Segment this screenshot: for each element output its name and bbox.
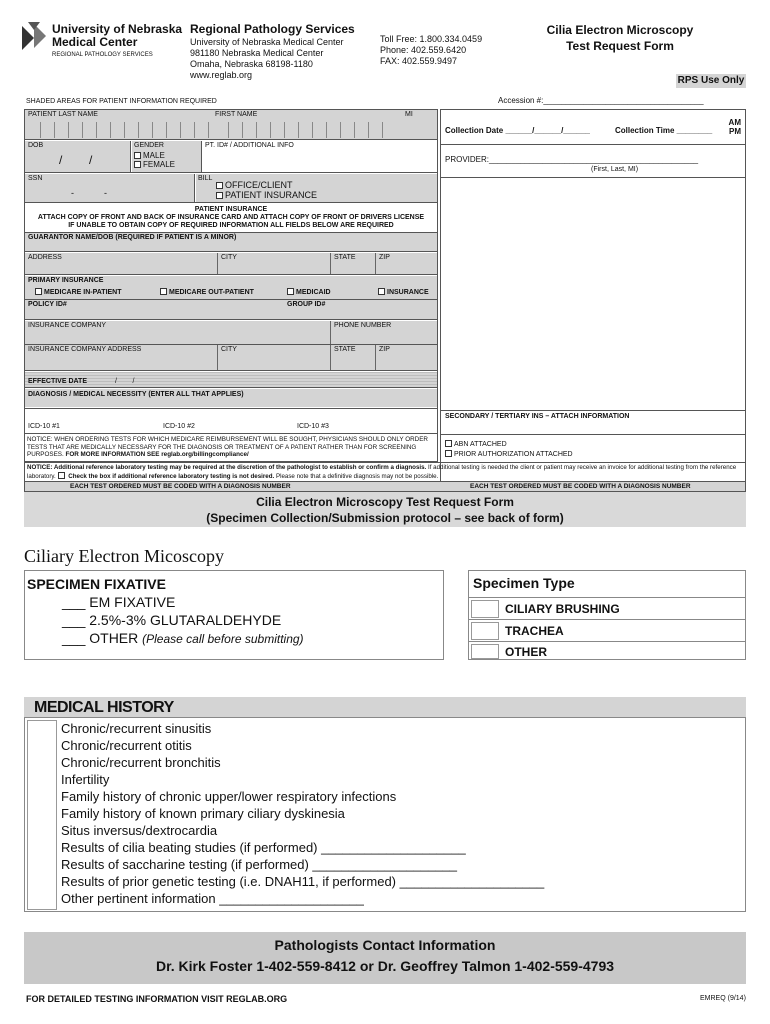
medicare-notice — [24, 434, 438, 462]
history-item[interactable]: Chronic/recurrent bronchitis — [61, 755, 221, 770]
gender-label: GENDER — [134, 142, 164, 149]
coded-bar — [24, 482, 746, 492]
abn-checkbox[interactable] — [445, 440, 452, 447]
abn-label: ABN ATTACHED — [454, 441, 507, 448]
notice2-tail: Please note that a definitive diagnosis may not be possible. — [275, 473, 439, 480]
provider-sub: (First, Last, MI) — [591, 166, 639, 173]
insurance-title: PATIENT INSURANCE — [194, 206, 268, 213]
fixative-glut[interactable]: ___ 2.5%-3% GLUTARALDEHYDE — [62, 612, 282, 628]
icd-3[interactable]: ICD-10 #3 — [297, 423, 329, 430]
banner-line-2: (Specimen Collection/Submission protocol – see back of form) — [206, 511, 564, 525]
collection-block — [440, 109, 746, 482]
insurance-attach-2: IF UNABLE TO OBTAIN COPY OF REQUIRED INFORMATION ALL FIELDS BELOW ARE REQUIRED — [68, 222, 394, 229]
pm-label: PM — [729, 127, 741, 136]
primary-row — [25, 276, 437, 300]
diagnosis-label: DIAGNOSIS / MEDICAL NECESSITY (ENTER ALL THAT APPLIES) — [28, 391, 244, 398]
footer-right: EMREQ (9/14) — [700, 995, 746, 1002]
history-checkbox-column — [27, 720, 57, 910]
divider — [375, 253, 376, 274]
ins-company-label: INSURANCE COMPANY — [28, 322, 107, 329]
notice-text: NOTICE: WHEN ORDERING TESTS FOR WHICH MEDICARE REIMBURSEMENT WILL BE SOUGHT, PHYSICIANS SHOULD ONLY ORDER TESTS THAT ARE MEDICALLY NECESSARY FOR THE DIAGNOSIS OR TREATMENT OF A PATIENT RATHER THAN FOR SCREENING PURPOSES. — [27, 436, 428, 458]
office-client-label: OFFICE/CLIENT — [225, 180, 293, 190]
accession-field[interactable]: Accession #:____________________________________ — [498, 96, 704, 105]
contact-box — [24, 932, 746, 984]
contact-block — [380, 34, 510, 67]
prior-auth[interactable] — [445, 450, 573, 459]
specimen-checkbox[interactable] — [471, 622, 499, 640]
prior-auth-label: PRIOR AUTHORIZATION ATTACHED — [454, 451, 573, 458]
ins-zip-label: ZIP — [379, 346, 390, 353]
diagnosis-row — [25, 389, 437, 407]
female-checkbox[interactable] — [134, 161, 141, 168]
ssn-dashes: - - — [71, 188, 107, 198]
ciliary-heading: Ciliary Electron Micoscopy — [24, 546, 224, 566]
unmc-logo — [20, 22, 183, 62]
fixative-box — [24, 570, 444, 660]
icd-1[interactable]: ICD-10 #1 — [28, 423, 60, 430]
medicaid-label: MEDICAID — [296, 289, 331, 296]
effective-slashes: / / — [115, 378, 135, 385]
primary-label: PRIMARY INSURANCE — [28, 277, 104, 284]
history-item[interactable]: Family history of chronic upper/lower respiratory infections — [61, 789, 397, 804]
bill-label: BILL — [198, 175, 213, 182]
history-item[interactable]: Situs inversus/dextrocardia — [61, 823, 218, 838]
ssn-row — [25, 174, 437, 202]
pt-id-cell[interactable] — [203, 141, 437, 172]
insurance-option[interactable] — [378, 288, 429, 297]
effective-date-label: EFFECTIVE DATE — [28, 378, 87, 385]
guarantor-label: GUARANTOR NAME/DOB (REQUIRED IF PATIENT IS A MINOR) — [28, 234, 237, 241]
notice-link: FOR MORE INFORMATION SEE reglab.org/billingcompliance/ — [65, 451, 249, 458]
dob-cell[interactable] — [25, 141, 131, 172]
ssn-cell[interactable] — [25, 174, 195, 202]
patient-insurance-label: PATIENT INSURANCE — [225, 190, 318, 200]
medicare-in[interactable] — [35, 288, 122, 297]
form-title-line-1: Cilia Electron Microscopy — [546, 23, 694, 37]
specimen-checkbox[interactable] — [471, 644, 499, 659]
ins-city-label: CITY — [221, 346, 237, 353]
org-line: 981180 Nebraska Medical Center — [190, 48, 324, 58]
org-title: Regional Pathology Services — [190, 22, 355, 36]
ins-address-label: INSURANCE COMPANY ADDRESS — [28, 346, 142, 353]
female-label: FEMALE — [143, 160, 176, 169]
banner-line-1: Cilia Electron Microscopy Test Request Form — [256, 495, 514, 509]
phone-label: PHONE NUMBER — [334, 322, 392, 329]
history-item[interactable]: Family history of known primary ciliary dyskinesia — [61, 806, 345, 821]
male-checkbox[interactable] — [134, 152, 141, 159]
medical-history-title: MEDICAL HISTORY — [34, 699, 174, 716]
fixative-other-label: ___ OTHER — [62, 630, 139, 646]
bill-patient-insurance[interactable] — [216, 190, 317, 201]
phone: Phone: 402.559.6420 — [380, 45, 467, 55]
divider — [217, 253, 218, 274]
effective-row — [25, 372, 437, 388]
ins-address-row — [25, 345, 437, 371]
ins-state-label: STATE — [334, 346, 356, 353]
org-line: www.reglab.org — [190, 70, 253, 80]
toll-free: Toll Free: 1.800.334.0459 — [380, 34, 483, 44]
zip-label: ZIP — [379, 254, 390, 261]
medicare-in-label: MEDICARE IN-PATIENT — [44, 289, 122, 296]
coded-left: EACH TEST ORDERED MUST BE CODED WITH A DIAGNOSIS NUMBER — [70, 483, 291, 490]
dob-row — [25, 141, 437, 173]
icd-2[interactable]: ICD-10 #2 — [163, 423, 195, 430]
logo-sub: REGIONAL PATHOLOGY SERVICES — [52, 52, 153, 58]
state-label: STATE — [334, 254, 356, 261]
history-item[interactable]: Other pertinent information ____________________ — [61, 891, 364, 906]
ins-company-row — [25, 321, 437, 345]
secondary-label: SECONDARY / TERTIARY INS – ATTACH INFORMATION — [445, 413, 630, 420]
collection-date-field[interactable]: Collection Date ______/______/______ — [445, 126, 590, 135]
gender-male[interactable] — [134, 151, 165, 160]
mi-input[interactable] — [403, 122, 433, 138]
abn-row — [441, 434, 745, 435]
pt-id-label: PT. ID# / ADDITIONAL INFO — [205, 142, 294, 149]
reference-notice — [24, 462, 746, 482]
history-item[interactable]: Results of cilia beating studies (if performed) ____________________ — [61, 840, 466, 855]
history-item[interactable]: Results of prior genetic testing (i.e. DNAH11, if performed) ____________________ — [61, 874, 545, 889]
contact-title: Pathologists Contact Information — [274, 937, 496, 953]
policy-row — [25, 300, 437, 320]
divider — [330, 253, 331, 274]
medicaid[interactable] — [287, 288, 331, 297]
mi-label: MI — [405, 111, 413, 118]
bill-cell — [196, 174, 437, 202]
icd-row — [25, 408, 437, 434]
dob-label: DOB — [28, 142, 44, 149]
fixative-em[interactable]: ___ EM FIXATIVE — [62, 594, 176, 610]
insurance-label: INSURANCE — [387, 289, 429, 296]
medical-history-list — [24, 717, 746, 912]
divider — [217, 345, 218, 370]
secondary-divider — [441, 410, 745, 411]
group-id-label: GROUP ID# — [287, 301, 326, 308]
insurance-attach-1: ATTACH COPY OF FRONT AND BACK OF INSURANCE CARD AND ATTACH COPY OF FRONT OF DRIVERS LICENSE — [37, 214, 425, 221]
collection-time-field[interactable]: Collection Time ________ — [615, 126, 713, 135]
medicare-in-checkbox[interactable] — [35, 288, 42, 295]
history-item[interactable]: Infertility — [61, 772, 110, 787]
last-name-label: PATIENT LAST NAME — [28, 111, 98, 118]
insurance-checkbox[interactable] — [378, 288, 385, 295]
specimen-row[interactable] — [469, 619, 745, 641]
fixative-other-note: (Please call before submitting) — [142, 632, 304, 646]
am-label: AM — [728, 118, 741, 127]
medicare-out-checkbox[interactable] — [160, 288, 167, 295]
medicare-out[interactable] — [160, 288, 254, 297]
name-row — [25, 110, 437, 140]
history-item[interactable]: Chronic/recurrent sinusitis — [61, 721, 212, 736]
insurance-header — [25, 206, 437, 230]
specimen-label: OTHER — [505, 645, 547, 659]
fax: FAX: 402.559.9497 — [380, 56, 458, 66]
divider — [375, 345, 376, 370]
ssn-label: SSN — [28, 175, 43, 182]
address-row — [25, 253, 437, 275]
provider-field[interactable]: PROVIDER:_______________________________________________ — [445, 155, 699, 164]
unmc-logo-icon — [20, 22, 48, 50]
history-items — [61, 720, 741, 907]
shaded-note: SHADED AREAS FOR PATIENT INFORMATION REQUIRED — [26, 98, 217, 105]
no-reference-testing-checkbox[interactable] — [58, 472, 65, 479]
patient-insurance-checkbox[interactable] — [216, 192, 223, 199]
city-label: CITY — [221, 254, 237, 261]
org-line: University of Nebraska Medical Center — [190, 37, 344, 47]
notice2-text: If additional testing is needed the client or patient may receive an invoice for additional testing from the reference laboratory. — [27, 464, 737, 480]
notice2-check: Check the box if additional reference laboratory testing is not desired. — [68, 473, 275, 480]
org-block — [190, 22, 375, 81]
policy-id-label: POLICY ID# — [28, 301, 67, 308]
specimen-row[interactable] — [469, 641, 745, 660]
male-label: MALE — [143, 151, 165, 160]
gender-cell — [132, 141, 202, 172]
form-title-line-2: Test Request Form — [566, 39, 674, 53]
history-item[interactable]: Chronic/recurrent otitis — [61, 738, 192, 753]
dob-slashes: / / — [59, 153, 93, 167]
logo-line-1: University of Nebraska — [52, 22, 183, 36]
divider — [330, 321, 331, 344]
org-line: Omaha, Nebraska 68198-1180 — [190, 59, 313, 69]
insurance-block — [24, 203, 438, 434]
prior-auth-checkbox[interactable] — [445, 450, 452, 457]
patient-block — [24, 109, 438, 203]
logo-line-2: Medical Center — [52, 35, 138, 49]
specimen-row[interactable] — [469, 597, 745, 619]
gender-female[interactable] — [134, 160, 175, 169]
contact-line: Dr. Kirk Foster 1-402-559-8412 or Dr. Geoffrey Talmon 1-402-559-4793 — [155, 958, 615, 974]
provider-row — [441, 144, 745, 178]
first-name-input[interactable] — [215, 122, 395, 138]
office-client-checkbox[interactable] — [216, 182, 223, 189]
address-label: ADDRESS — [28, 254, 62, 261]
history-item[interactable]: Results of saccharine testing (if performed) ____________________ — [61, 857, 458, 872]
coded-right: EACH TEST ORDERED MUST BE CODED WITH A DIAGNOSIS NUMBER — [470, 483, 691, 490]
specimen-type-box — [468, 570, 746, 660]
guarantor-row[interactable] — [25, 232, 437, 252]
fixative-other[interactable] — [27, 629, 441, 648]
specimen-type-title: Specimen Type — [473, 575, 575, 591]
rps-use-only: RPS Use Only — [677, 75, 745, 86]
medicaid-checkbox[interactable] — [287, 288, 294, 295]
specimen-checkbox[interactable] — [471, 600, 499, 618]
divider — [330, 345, 331, 370]
last-name-input[interactable] — [27, 122, 213, 138]
medicare-out-label: MEDICARE OUT-PATIENT — [169, 289, 254, 296]
abn-attached[interactable] — [445, 440, 507, 449]
first-name-label: FIRST NAME — [215, 111, 258, 118]
medical-history-header — [24, 697, 746, 717]
form-title — [500, 22, 740, 54]
form-banner — [24, 492, 746, 527]
fixative-title: SPECIMEN FIXATIVE — [27, 576, 166, 592]
footer-left: FOR DETAILED TESTING INFORMATION VISIT REGLAB.ORG — [26, 994, 288, 1004]
specimen-label: TRACHEA — [505, 624, 564, 638]
notice2-bold: NOTICE: Additional reference laboratory testing may be required at the discretion of the pathologist to establish or confirm a diagnosis. — [27, 464, 427, 471]
specimen-label: CILIARY BRUSHING — [505, 602, 620, 616]
